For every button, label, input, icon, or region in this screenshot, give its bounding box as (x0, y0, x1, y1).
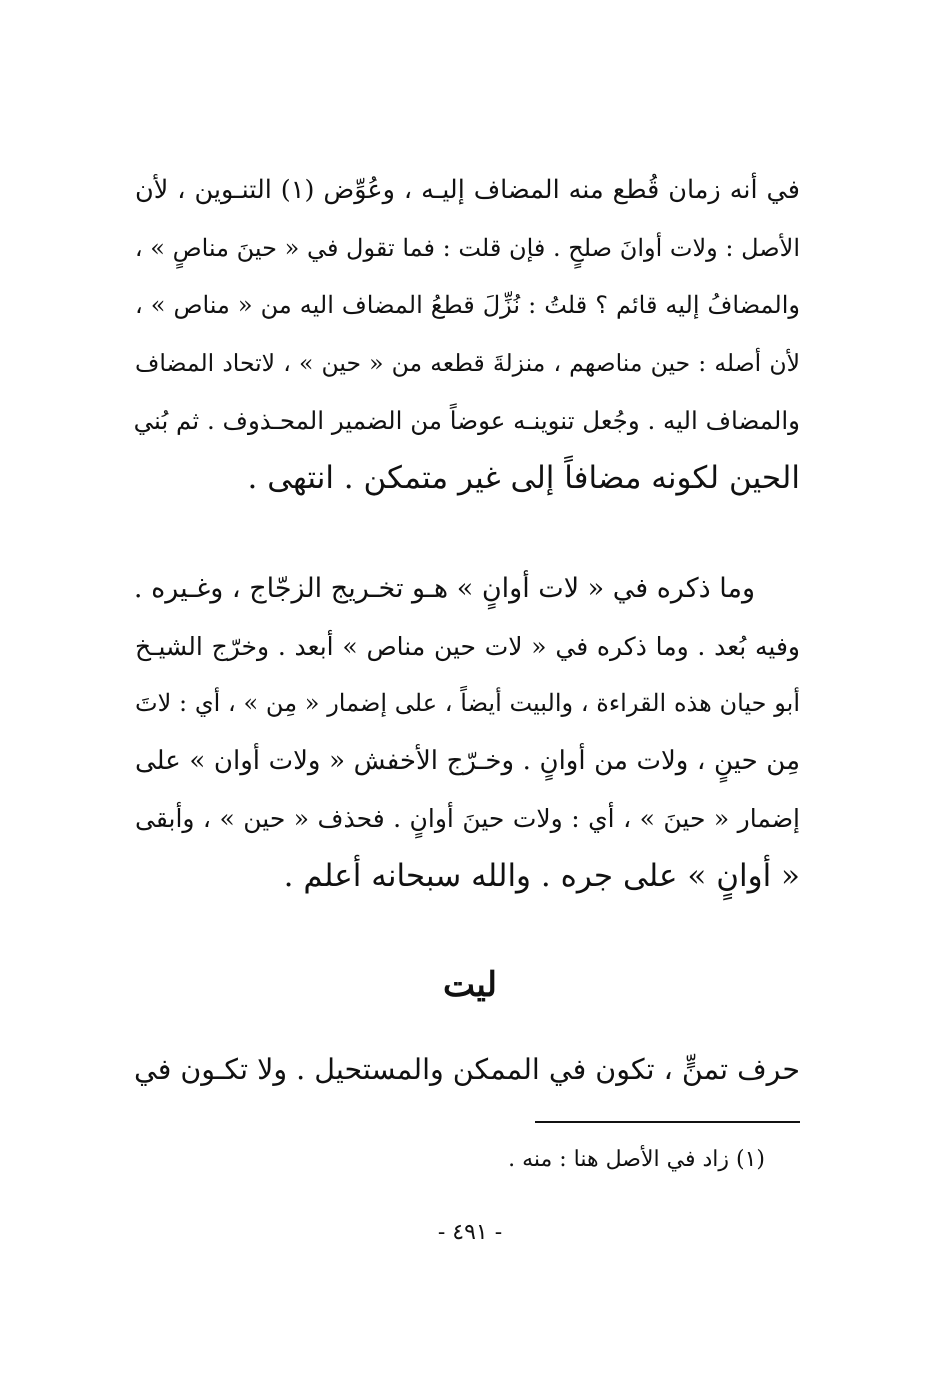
paragraph-line: في أنه زمان قُطع منه المضاف إليـه ، وعُوِّض (١) التنـوين ، لأن (135, 175, 800, 205)
paragraph-line: الحين لكونه مضافاً إلى غير متمكن . انتهى . (247, 459, 800, 496)
paragraph-line: الأصل : ولات أوانَ صلحٍ . فإن قلت : فما تقول في « حينَ مناصٍ » ، (134, 233, 800, 262)
paragraph-line: وفيه بُعد . وما ذكره في « لات حين مناص » أبعد . وخرّج الشيـخ (135, 631, 800, 661)
paragraph-line: إضمار « حينَ » ، أي : ولات حينَ أوانٍ . فحذف « حين » ، وأبقى (135, 804, 800, 833)
page-number: - ٤٩١ - (437, 1220, 503, 1245)
section-heading: ليت (442, 965, 497, 1005)
paragraph-1 (135, 162, 800, 507)
paragraph-2 (135, 560, 800, 905)
paragraph-3: حرف تمنٍّ ، تكون في الممكن والمستحيل . ولا تكـون في (133, 1053, 800, 1086)
paragraph-line: والمضاف اليه . وجُعل تنوينـه عوضاً من الضمير المحـذوف . ثم بُني (133, 406, 800, 435)
paragraph-line: أبو حيان هذه القراءة ، والبيت أيضاً ، على إضمار « مِن » ، أي : لاتَ (135, 689, 800, 717)
footnote: (١) زاد في الأصل هنا : منه . (508, 1147, 765, 1172)
paragraph-line: وما ذكره في « لات أوانٍ » هـو تخـريج الزجّاج ، وغـيره . (133, 573, 755, 604)
paragraph-line: لأن أصله : حين مناصهم ، منزلةَ قطعه من « حين » ، لاتحاد المضاف (135, 348, 800, 377)
paragraph-line: والمضافُ إليه قائم ؟ قلتُ : نُزِّلَ قطعُ المضاف اليه من « مناص » ، (135, 291, 800, 319)
footnote-divider (535, 1121, 800, 1123)
paragraph-line: مِن حينٍ ، ولات من أوانٍ . وخـرّج الأخفش « ولات أوان » على (135, 745, 800, 776)
paragraph-line: « أوانٍ » على جره . والله سبحانه أعلم . (283, 857, 800, 894)
